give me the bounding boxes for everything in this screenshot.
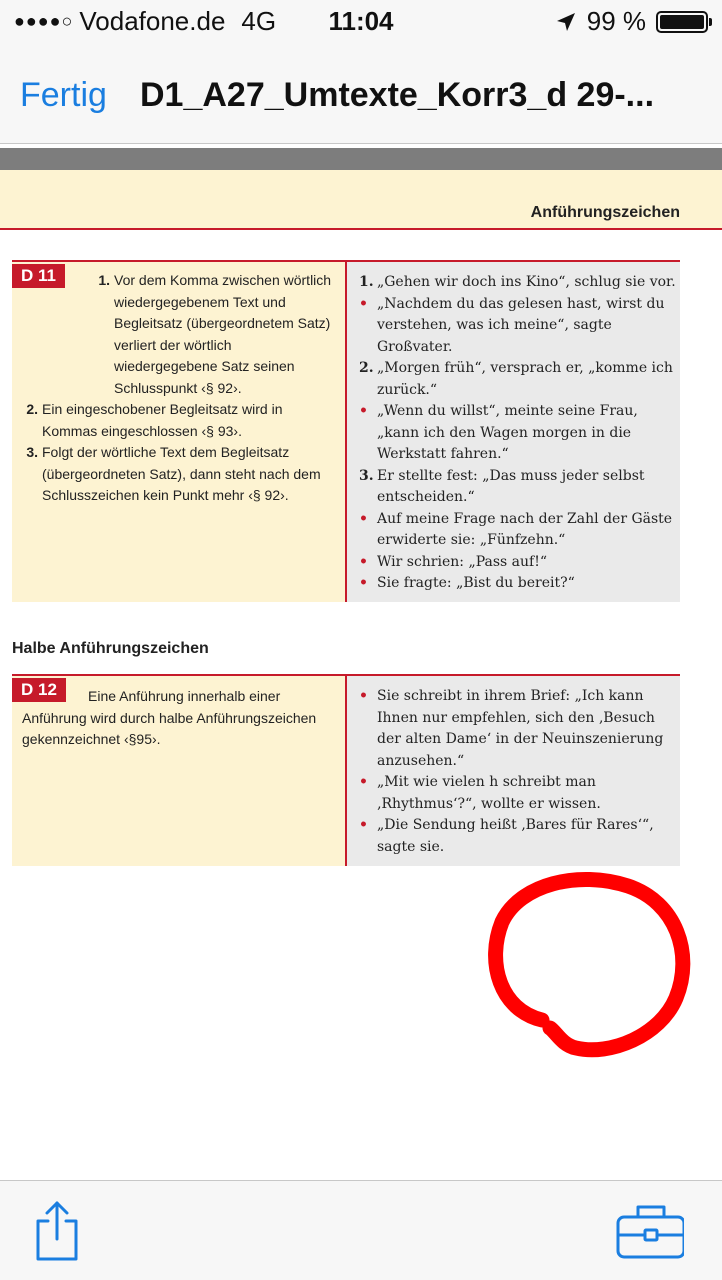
battery-level [660, 15, 704, 29]
document-title: D1_A27_Umtexte_Korr3_d 29-... [140, 76, 655, 114]
rule-box-d12 [12, 674, 680, 866]
navigation-bar [0, 46, 722, 144]
example-text: Er stellte fest: „Das muss jeder selbst entscheiden.“ [377, 467, 645, 505]
example-text: „Gehen wir doch ins Kino“, schlug sie vor. [377, 274, 676, 290]
example-item [359, 815, 677, 858]
rule-list-d11 [12, 270, 332, 507]
rule-text: Ein eingeschobener Begleitsatz wird in Kommas eingeschlossen ‹§ 93›. [42, 401, 283, 439]
example-marker: 2. [359, 360, 374, 376]
example-item [359, 509, 677, 552]
status-right [555, 6, 708, 37]
battery-icon [656, 11, 708, 33]
example-item [359, 686, 677, 772]
example-item [359, 552, 677, 574]
example-text: Sie schreibt in ihrem Brief: „Ich kann Ihnen nur empfehlen, sich den ‚Besuch der alten Dame‘ in der Neuinszenierung anzusehen.“ [377, 688, 664, 769]
rule-text: Vor dem Komma zwischen wörtlich wiedergegebenem Text und Begleitsatz (übergeordnetem Satz) verliert der wörtlich wiedergegebene Satz seinen Schlusspunkt ‹§ 92›. [114, 272, 332, 396]
example-text: „Nachdem du das gelesen hast, wirst du verstehen, was ich meine“, sagte Großvater. [377, 295, 665, 355]
page-top-bar [0, 148, 722, 170]
rule-item [12, 270, 332, 399]
red-circle-annotation [480, 870, 692, 1058]
example-item [359, 573, 677, 595]
network-type: 4G [241, 6, 277, 36]
page-header-title: Anführungszeichen [530, 204, 680, 221]
signal-strength-icon: ●●●●○ [14, 11, 74, 31]
example-text: „Wenn du willst“, meinte seine Frau, „kann ich den Wagen morgen in die Werkstatt fahren.“ [377, 403, 638, 462]
location-arrow-icon [555, 11, 577, 33]
example-marker: • [359, 688, 368, 704]
page-header [0, 170, 722, 230]
bottom-toolbar [0, 1180, 722, 1280]
rule-number: 1. [98, 272, 110, 288]
example-item [359, 358, 677, 401]
example-marker: 3. [359, 467, 374, 484]
example-text: „Die Sendung heißt ‚Bares für Rares‘“, sagte sie. [377, 817, 654, 855]
document-viewer[interactable] [0, 144, 722, 1180]
example-text: Sie fragte: „Bist du bereit?“ [377, 575, 575, 591]
rule-number: 3. [26, 444, 38, 460]
done-button[interactable]: Fertig [20, 76, 107, 114]
section-title: Halbe Anführungszeichen [12, 640, 209, 657]
carrier-name: Vodafone.de [79, 6, 226, 36]
example-marker: 1. [359, 274, 374, 290]
rule-text: Eine Anführung innerhalb einer Anführung wird durch halbe Anführungszeichen gekennzeichnet ‹§95›. [22, 688, 317, 747]
example-marker: • [359, 553, 368, 570]
example-text: „Morgen früh“, versprach er, „komme ich zurück.“ [377, 360, 673, 398]
example-marker: • [359, 774, 368, 790]
example-list-d11 [359, 272, 677, 595]
example-item [359, 272, 677, 294]
example-marker: • [359, 817, 368, 833]
rule-tag-d11: D 11 [12, 264, 65, 288]
rule-column-d11 [12, 260, 345, 602]
example-item [359, 772, 677, 815]
rule-number: 2. [26, 401, 38, 417]
example-marker: • [359, 510, 368, 527]
rule-column-d12 [12, 674, 345, 866]
example-text: Wir schrien: „Pass auf!“ [377, 553, 547, 570]
example-item [359, 401, 677, 466]
example-marker: • [359, 575, 368, 591]
battery-percent: 99 % [586, 6, 646, 36]
example-text: „Mit wie vielen h schreibt man ‚Rhythmus‘?“, wollte er wissen. [377, 774, 601, 812]
rule-text: Folgt der wörtliche Text dem Begleitsatz (übergeordneten Satz), dann steht nach dem Schlusszeichen kein Punkt mehr ‹§ 92›. [42, 444, 321, 503]
example-marker: • [359, 403, 368, 419]
example-column-d12 [345, 674, 680, 866]
rule-box-d11 [12, 260, 680, 602]
example-item [359, 466, 677, 509]
example-marker: • [359, 295, 368, 312]
status-bar [0, 0, 722, 46]
rule-item [12, 399, 332, 442]
rule-tag-d12: D 12 [12, 678, 66, 702]
example-item [359, 294, 677, 359]
share-icon[interactable] [22, 1199, 92, 1263]
toolbox-icon[interactable] [614, 1199, 684, 1263]
rule-item [12, 442, 332, 507]
example-column-d11 [345, 260, 680, 602]
example-list-d12 [359, 686, 677, 858]
status-time: 11:04 [328, 6, 394, 36]
example-text: Auf meine Frage nach der Zahl der Gäste erwiderte sie: „Fünfzehn.“ [377, 510, 673, 548]
